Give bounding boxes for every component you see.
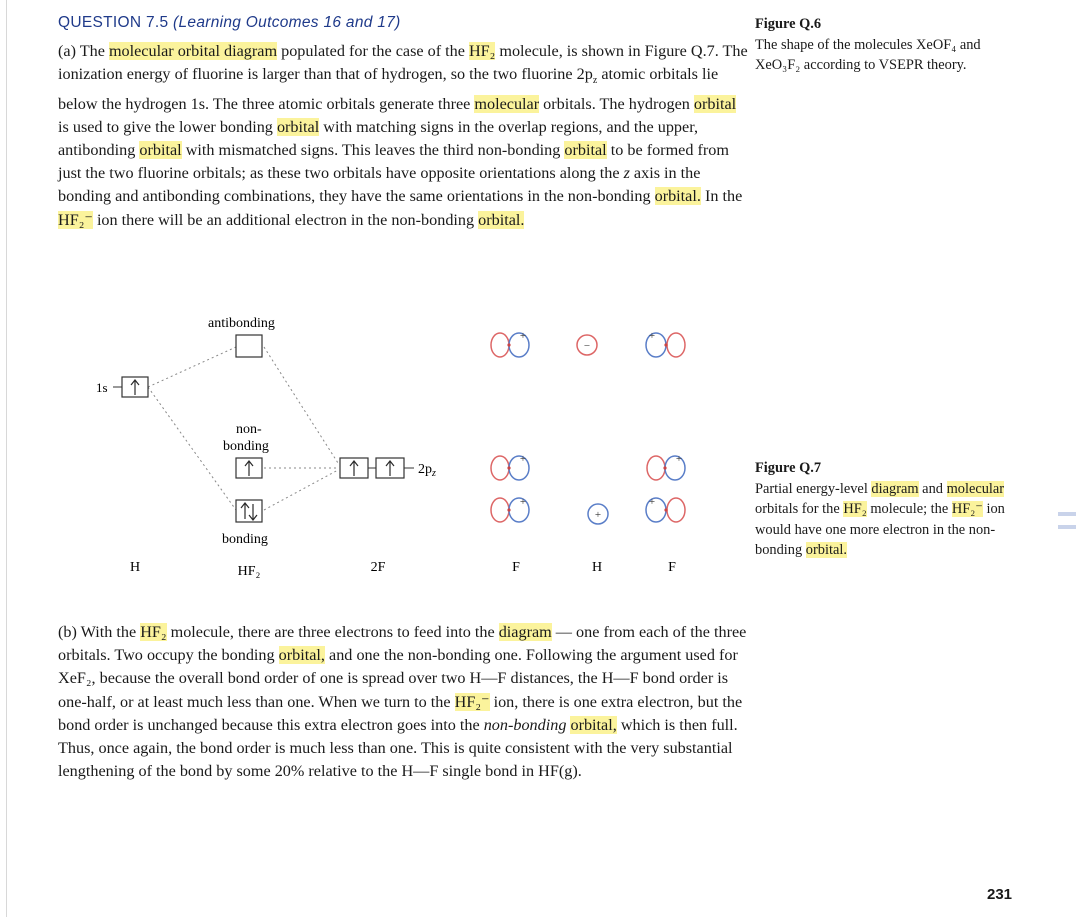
two-p-label: $2p_z$ — [418, 462, 436, 479]
f-2pz-levels — [340, 458, 436, 479]
page-edge — [6, 0, 7, 917]
svg-text:+: + — [594, 509, 602, 521]
svg-text:+: + — [648, 496, 656, 508]
question-number: QUESTION 7.5 — [58, 14, 169, 31]
mo-diagram-figure — [60, 295, 760, 595]
scroll-indicator[interactable] — [1058, 512, 1076, 538]
antibonding-label: antibonding — [208, 316, 275, 331]
col-label-2f: 2F — [370, 560, 386, 575]
node-dots — [507, 343, 667, 511]
col-label-f-left: F — [512, 560, 520, 575]
antibonding-level — [208, 316, 275, 357]
h-1s-level — [96, 377, 148, 397]
figure-q6-label: Figure Q.6 — [755, 16, 822, 32]
question-heading — [58, 14, 401, 32]
col-label-f-right: F — [668, 560, 676, 575]
figure-q7-caption — [755, 458, 1015, 561]
col-label-h: H — [129, 560, 141, 575]
figure-q7-label: Figure Q.7 — [755, 460, 822, 476]
col-label-hf2: HF₂ — [237, 564, 261, 579]
figure-q7-text: Partial energy-level diagram and molecular orbitals for the HF₂ molecule; the HF₂⁻ ion would have one more electron in the non-bonding orbital. — [755, 480, 1005, 558]
orbital-signs — [520, 330, 682, 521]
svg-text:−: − — [583, 340, 591, 352]
figure-q6-caption — [755, 14, 1025, 76]
part-b-paragraph: (b) With the HF₂ molecule, there are three electrons to feed into the diagram — one from each of the three orbitals. Two occupy the bonding orbital, and one the non-bonding one. Following the argument used for XeF₂, because the overall bond order of one is spread over two H—F distances, the H—F bond order is one-half, or at least much less than one. When we turn to the HF₂⁻ ion, there is one extra electron, but the bond order is unchanged because this extra electron goes into the non-bonding orbital, which is then full. Thus, once again, the bond order is much less than one. This is quite consistent with the very substantial lengthening of the bond by some 20% relative to the H—F single bond in HF(g). — [58, 623, 747, 781]
question-outcomes: (Learning Outcomes 16 and 17) — [173, 14, 401, 31]
one-s-label: 1s — [96, 380, 108, 395]
svg-text:+: + — [519, 453, 527, 465]
svg-text:+: + — [519, 496, 527, 508]
part-a-paragraph: (a) The molecular orbital diagram populated for the case of the HF₂ molecule, is shown in Figure Q.7. The ionization energy of fluorine is larger than that of hydrogen, so the two fluorine $2p_z$ atomic orbitals lie below the hydrogen 1s. The three atomic orbitals generate three molecular orbitals. The hydrogen orbital is used to give the lower bonding orbital with matching signs in the overlap regions, and the upper, antibonding orbital with mismatched signs. This leaves the third non-bonding orbital to be formed from just the two fluorine orbitals; as these two orbitals have opposite orientations along the z axis in the bonding and antibonding combinations, they have the same orientations in the non-bonding orbital. In the HF₂⁻ ion there will be an additional electron in the non-bonding orbital. — [58, 42, 748, 229]
page-number: 231 — [987, 886, 1013, 903]
non-label: non- — [236, 422, 262, 437]
svg-text:+: + — [519, 330, 527, 342]
non-bonding-label: bonding — [223, 439, 269, 454]
svg-text:+: + — [675, 453, 683, 465]
svg-text:+: + — [648, 330, 656, 342]
bonding-label: bonding — [222, 532, 268, 547]
column-labels — [130, 560, 676, 579]
figure-q6-text: The shape of the molecules XeOF₄ and XeO₃F₂ according to VSEPR theory. — [755, 36, 981, 73]
col-label-h-mid: H — [591, 560, 603, 575]
bonding-level — [222, 500, 268, 547]
non-bonding-level — [223, 422, 269, 478]
